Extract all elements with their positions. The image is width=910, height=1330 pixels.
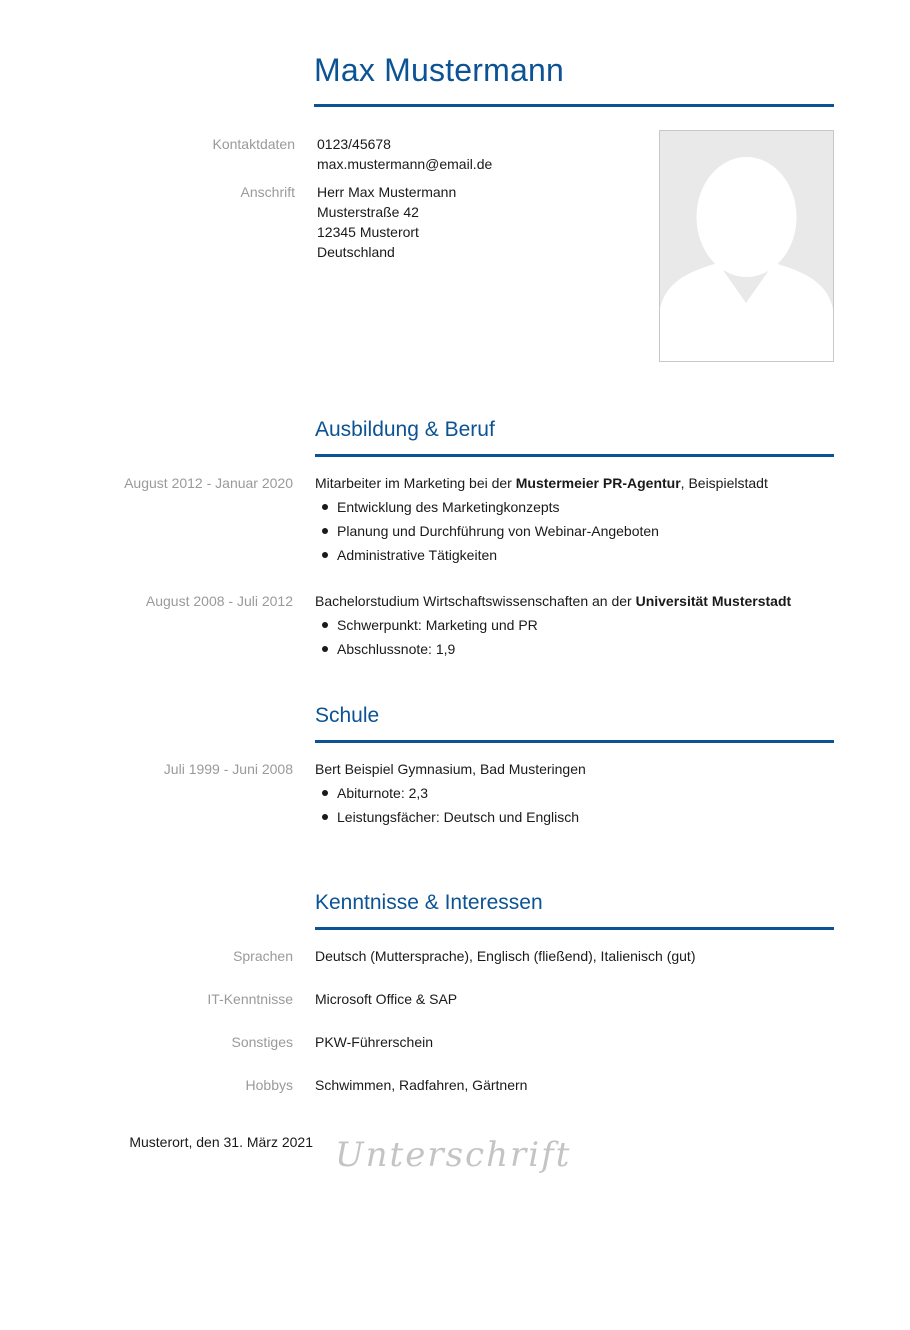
entry-bullets xyxy=(315,613,855,661)
skill-value: PKW-Führerschein xyxy=(315,1034,434,1050)
cv-entry xyxy=(315,589,855,661)
entry-text: Mitarbeiter im Marketing bei der xyxy=(315,475,516,491)
section-divider xyxy=(315,740,834,743)
signature-text: Unterschrift xyxy=(335,1135,572,1175)
profile-photo xyxy=(659,130,834,362)
section-title-school: Schule xyxy=(315,704,380,727)
list-item: Entwicklung des Marketingkonzepts xyxy=(337,495,855,519)
entry-employer: Mustermeier PR-Agentur xyxy=(515,475,681,491)
address-block xyxy=(317,182,456,262)
address-line: Musterstraße 42 xyxy=(317,204,419,220)
cv-entry xyxy=(315,471,855,567)
list-item: Administrative Tätigkeiten xyxy=(337,543,855,567)
skill-label: Sprachen xyxy=(233,948,293,964)
entry-date: August 2008 - Juli 2012 xyxy=(145,593,293,609)
skill-value: Microsoft Office & SAP xyxy=(315,991,458,1007)
section-divider xyxy=(315,454,834,457)
entry-date: August 2012 - Januar 2020 xyxy=(124,475,293,491)
cv-entry xyxy=(315,757,855,829)
address-line: 12345 Musterort xyxy=(317,224,419,240)
entry-bullets xyxy=(315,781,855,829)
skill-label: IT-Kenntnisse xyxy=(207,991,293,1007)
skill-value: Deutsch (Muttersprache), Englisch (fließend), Italienisch (gut) xyxy=(315,948,696,964)
entry-headline xyxy=(315,471,855,495)
list-item: Abiturnote: 2,3 xyxy=(337,781,855,805)
entry-text: Bachelorstudium Wirtschaftswissenschaften an der xyxy=(315,593,636,609)
list-item: Leistungsfächer: Deutsch und Englisch xyxy=(337,805,855,829)
address-line: Deutschland xyxy=(317,244,395,260)
email-address: max.mustermann@email.de xyxy=(317,156,493,172)
signature xyxy=(335,1134,635,1184)
entry-text: , Beispielstadt xyxy=(680,475,768,491)
person-silhouette-icon xyxy=(660,131,833,361)
contact-label: Kontaktdaten xyxy=(212,136,295,152)
entry-headline xyxy=(315,589,855,613)
list-item: Schwerpunkt: Marketing und PR xyxy=(337,613,855,637)
address-label: Anschrift xyxy=(240,184,295,200)
entry-institution: Universität Musterstadt xyxy=(635,593,792,609)
section-title-skills: Kenntnisse & Interessen xyxy=(315,891,543,914)
contact-details xyxy=(317,134,492,174)
cv-name: Max Mustermann xyxy=(314,52,564,88)
skill-value: Schwimmen, Radfahren, Gärtnern xyxy=(315,1077,528,1093)
phone-number: 0123/45678 xyxy=(317,136,391,152)
skill-label: Sonstiges xyxy=(231,1034,293,1050)
list-item: Abschlussnote: 1,9 xyxy=(337,637,855,661)
entry-bullets xyxy=(315,495,855,567)
entry-date: Juli 1999 - Juni 2008 xyxy=(163,761,293,777)
skill-label: Hobbys xyxy=(245,1077,293,1093)
entry-headline: Bert Beispiel Gymnasium, Bad Musteringen xyxy=(315,761,586,777)
list-item: Planung und Durchführung von Webinar-Angeboten xyxy=(337,519,855,543)
header-divider xyxy=(314,104,834,107)
section-divider xyxy=(315,927,834,930)
section-title-education-work: Ausbildung & Beruf xyxy=(315,418,495,441)
place-and-date: Musterort, den 31. März 2021 xyxy=(129,1134,313,1150)
address-line: Herr Max Mustermann xyxy=(317,184,457,200)
